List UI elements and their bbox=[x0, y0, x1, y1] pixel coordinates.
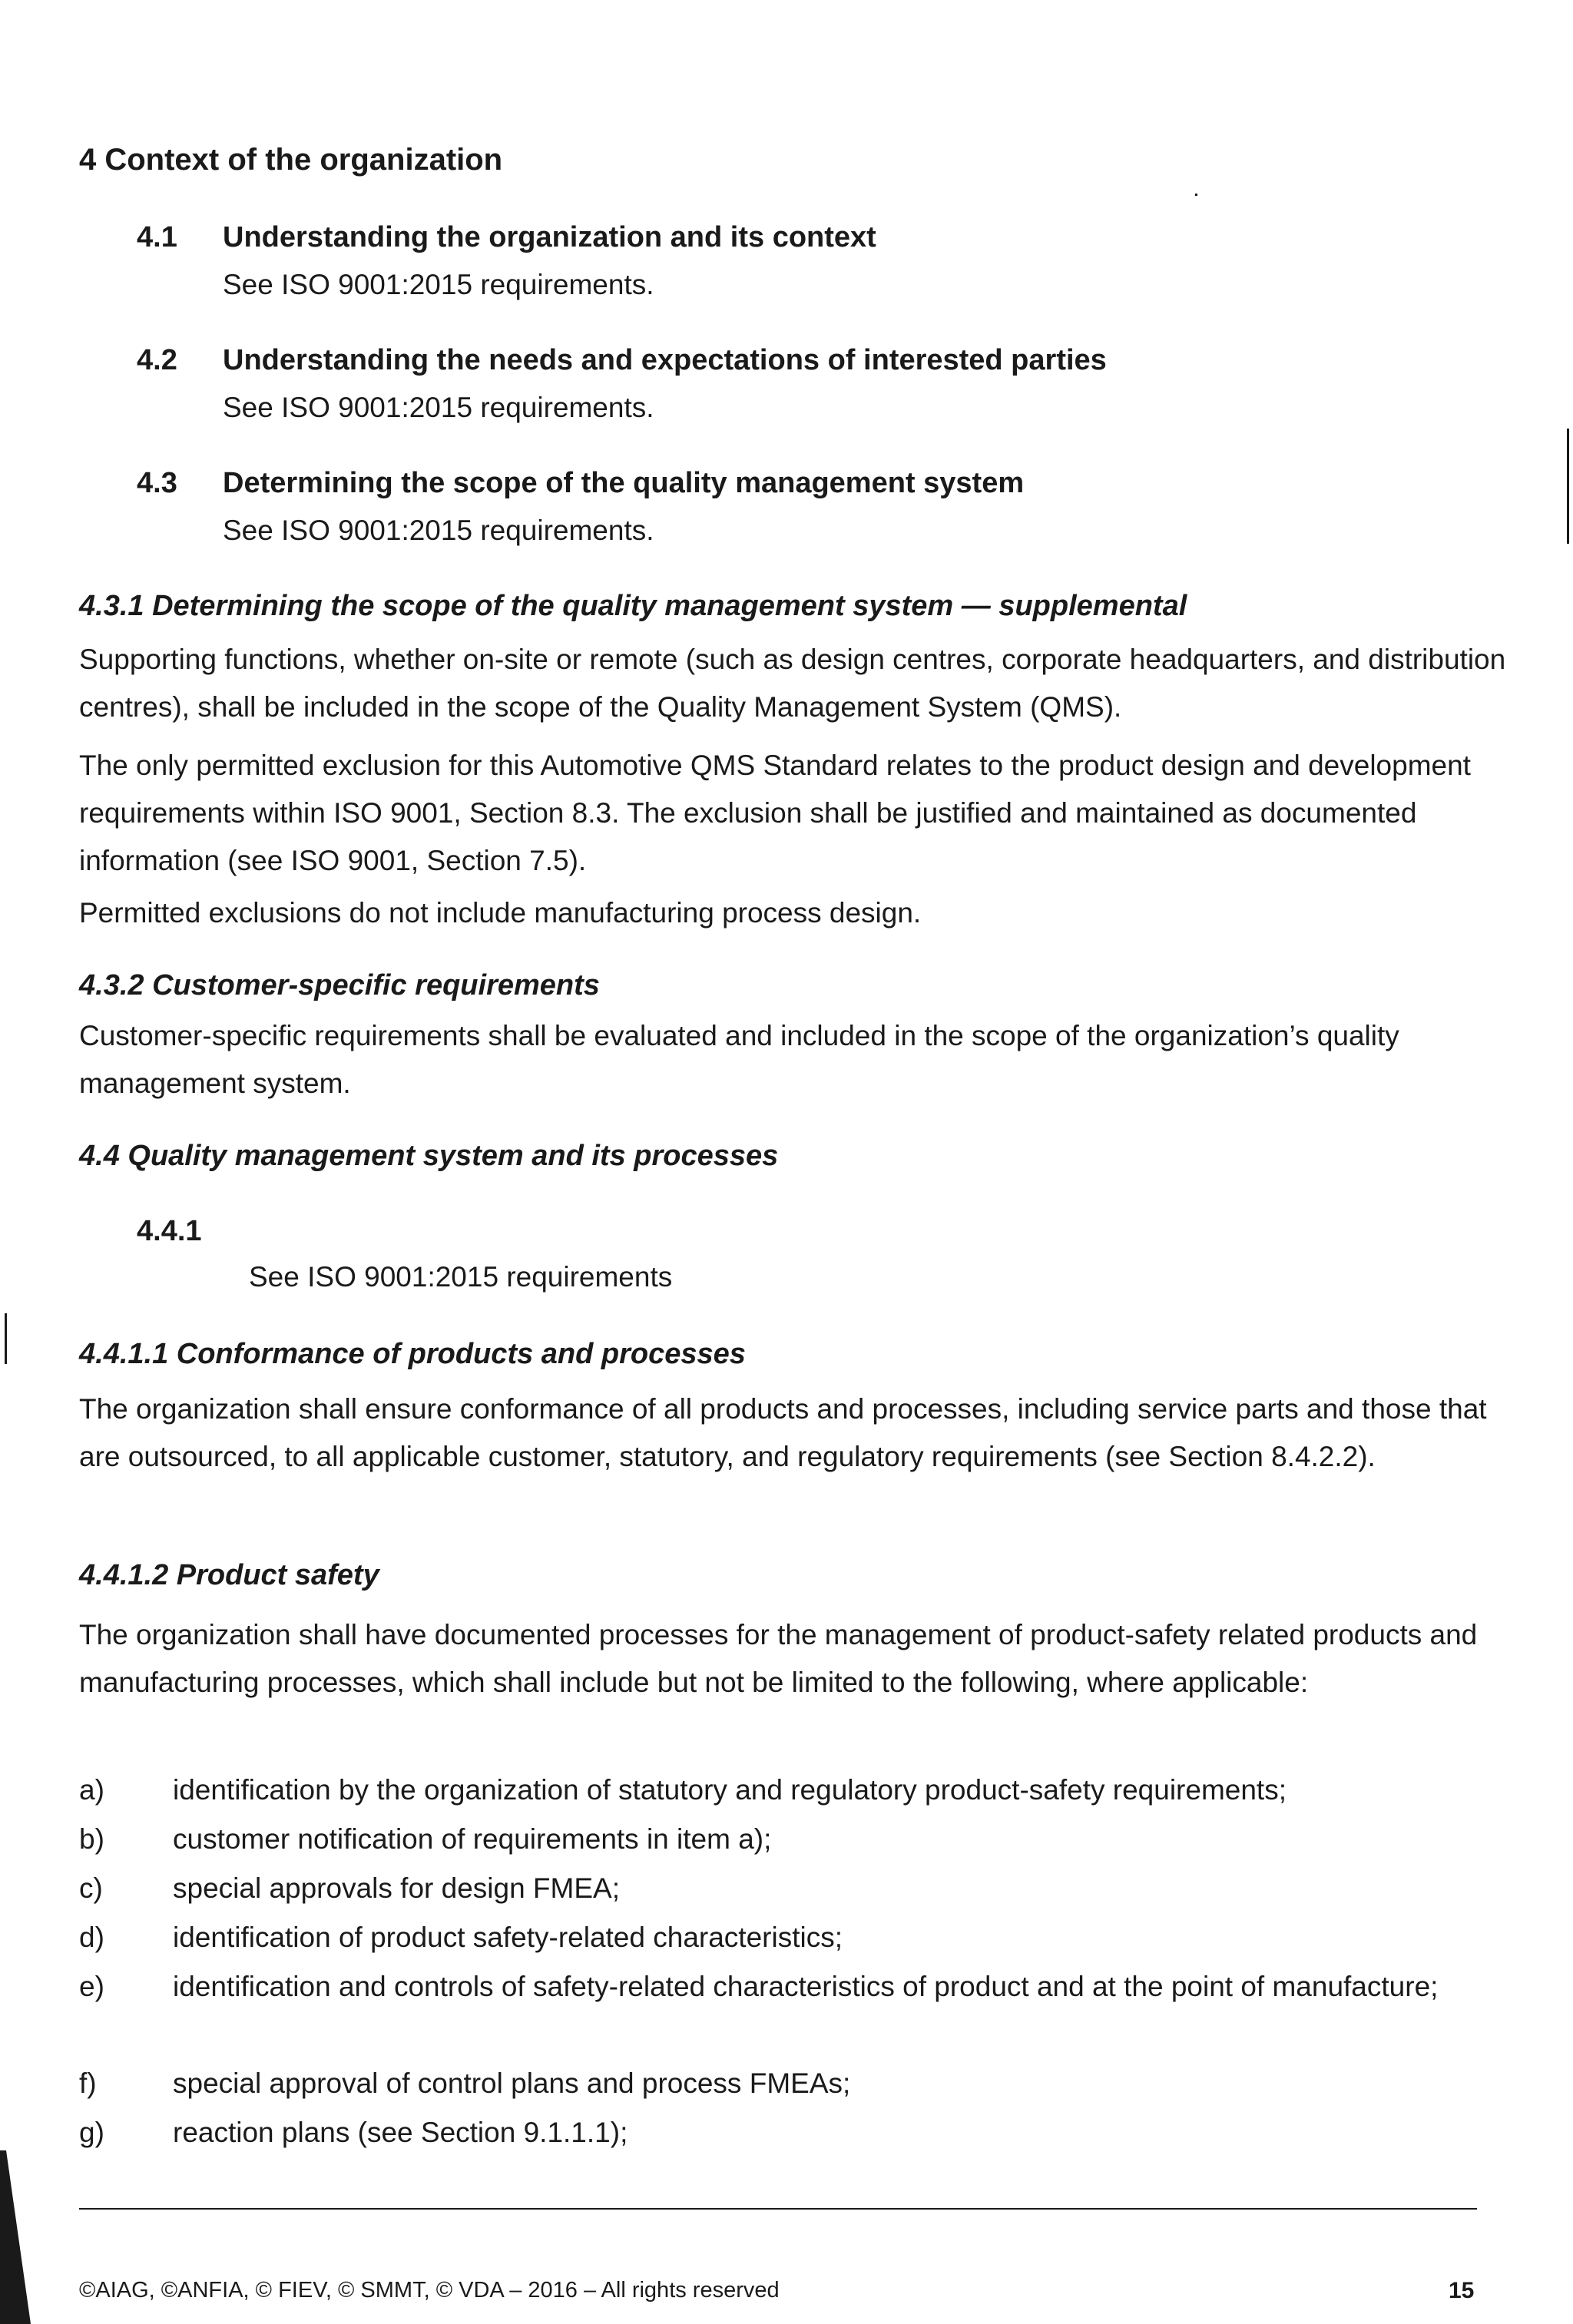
footer-copyright: ©AIAG, ©ANFIA, © FIEV, © SMMT, © VDA – 2016 – All rights reserved bbox=[79, 2278, 780, 2302]
subsection-number: 4.4.1 bbox=[137, 1215, 202, 1247]
list-marker: b) bbox=[79, 1823, 104, 1855]
subsection-reference: See ISO 9001:2015 requirements. bbox=[223, 515, 654, 546]
paragraph: Permitted exclusions do not include manufacturing process design. bbox=[79, 897, 922, 929]
clause-heading-4-3-1: 4.3.1 Determining the scope of the quality management system — supplemental bbox=[79, 590, 1187, 622]
footer-divider bbox=[79, 2208, 1477, 2210]
section-heading: 4 Context of the organization bbox=[79, 143, 503, 177]
list-text: identification and controls of safety-related characteristics of product and at the point of manufacture; bbox=[173, 1971, 1439, 2002]
paragraph: The organization shall ensure conformance of all products and processes, including service parts and those that are outsourced, to all applicable customer, statutory, and regulatory requirements (see Section 8.4.2.2). bbox=[79, 1393, 1487, 1472]
subsection-number: 4.1 bbox=[137, 221, 177, 253]
list-marker: e) bbox=[79, 1971, 104, 2002]
clause-heading-4-4-1-2: 4.4.1.2 Product safety bbox=[79, 1559, 379, 1591]
paragraph: Supporting functions, whether on-site or remote (such as design centres, corporate headquarters, and distribution centres), shall be included in the scope of the Quality Management System (QMS). bbox=[79, 644, 1506, 723]
subsection-number: 4.3 bbox=[137, 467, 177, 499]
scan-artifact-dot bbox=[1195, 194, 1197, 196]
subsection-reference: See ISO 9001:2015 requirements bbox=[249, 1261, 673, 1293]
list-text: identification of product safety-related characteristics; bbox=[173, 1922, 843, 1953]
subsection-number: 4.2 bbox=[137, 344, 177, 376]
list-marker: c) bbox=[79, 1872, 103, 1904]
paragraph: Customer-specific requirements shall be evaluated and included in the scope of the organization’s quality management system. bbox=[79, 1020, 1399, 1099]
clause-heading-4-4-1-1: 4.4.1.1 Conformance of products and processes bbox=[79, 1338, 746, 1370]
paragraph: The only permitted exclusion for this Automotive QMS Standard relates to the product design and development requirements within ISO 9001, Section 8.3. The exclusion shall be justified and maintained as documented information (see ISO 9001, Section 7.5). bbox=[79, 750, 1471, 876]
list-text: reaction plans (see Section 9.1.1.1); bbox=[173, 2117, 628, 2148]
scan-artifact-edge bbox=[0, 2150, 46, 2324]
list-text: special approval of control plans and process FMEAs; bbox=[173, 2067, 851, 2099]
scan-artifact-line bbox=[1567, 429, 1569, 544]
scan-artifact-line bbox=[5, 1313, 7, 1364]
subsection-title: Determining the scope of the quality management system bbox=[223, 467, 1025, 499]
list-marker: d) bbox=[79, 1922, 104, 1953]
list-marker: g) bbox=[79, 2117, 104, 2148]
page-number: 15 bbox=[1449, 2278, 1475, 2303]
subsection-reference: See ISO 9001:2015 requirements. bbox=[223, 392, 654, 423]
subsection-reference: See ISO 9001:2015 requirements. bbox=[223, 269, 654, 300]
paragraph: The organization shall have documented processes for the management of product-safety related products and manufacturing processes, which shall include but not be limited to the following, where applicable: bbox=[79, 1619, 1478, 1698]
list-marker: a) bbox=[79, 1774, 104, 1806]
list-text: customer notification of requirements in item a); bbox=[173, 1823, 772, 1855]
clause-heading-4-4: 4.4 Quality management system and its processes bbox=[79, 1140, 779, 1172]
list-text: identification by the organization of statutory and regulatory product-safety requirements; bbox=[173, 1774, 1287, 1806]
clause-heading-4-3-2: 4.3.2 Customer-specific requirements bbox=[79, 969, 600, 1001]
subsection-title: Understanding the organization and its context bbox=[223, 221, 876, 253]
list-text: special approvals for design FMEA; bbox=[173, 1872, 620, 1904]
subsection-title: Understanding the needs and expectations of interested parties bbox=[223, 344, 1107, 376]
list-marker: f) bbox=[79, 2067, 97, 2099]
